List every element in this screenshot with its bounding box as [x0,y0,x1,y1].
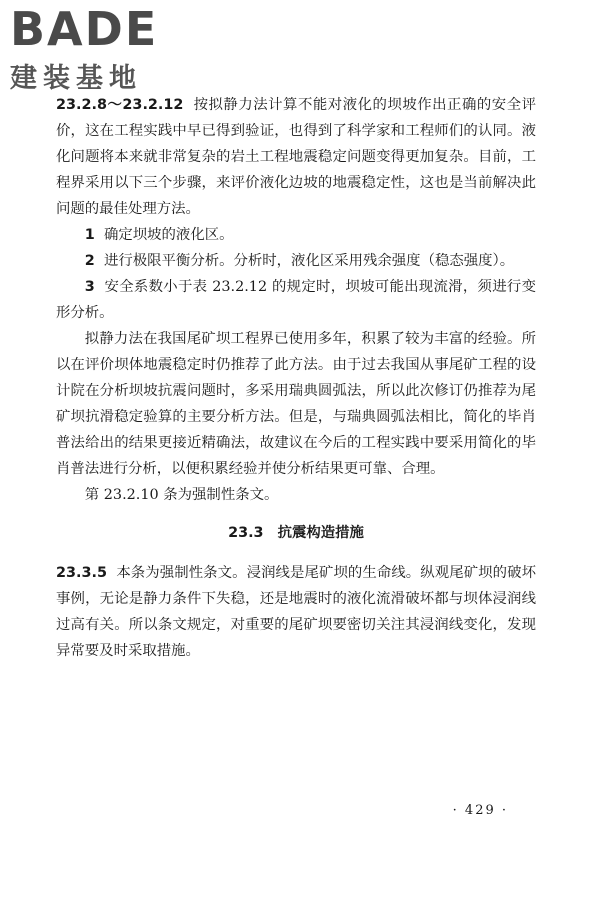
list-item-1 [56,222,536,248]
paragraph-23-2-8 [56,92,536,222]
bade-logo [10,2,180,95]
paragraph-quasi-static: 拟静力法在我国尾矿坝工程界已使用多年，积累了较为丰富的经验。所以在评价坝体地震稳定时仍推荐了此方法。由于过去我国从事尾矿工程的设计院在分析坝坡抗震问题时，多采用瑞典圆弧法，所以此次修订仍推荐为尾矿坝抗滑稳定验算的主要分析方法。但是，与瑞典圆弧法相比，简化的毕肖普法给出的结果更接近精确法，故建议在今后的工程实践中要采用简化的毕肖普法进行分析，以便积累经验并使分析结果更可靠、合理。 [56,331,536,477]
clause-text: 按拟静力法计算不能对液化的坝坡作出正确的安全评价，这在工程实践中早已得到验证，也得到了科学家和工程师们的认同。液化问题将本来就非常复杂的岩土工程地震稳定问题变得更加复杂。目前，工程界采用以下三个步骤，来评价液化边坡的地震稳定性，这也是当前解决此问题的最佳处理方法。 [56,97,536,217]
section-title: 抗震构造措施 [277,525,364,541]
list-item-number: 3 [84,279,95,295]
list-item-number: 1 [84,227,95,243]
paragraph-mandatory-note: 第 23.2.10 条为强制性条文。 [84,487,279,503]
clause-number: 23.2.8～23.2.12 [56,97,184,113]
list-item-text: 确定坝坡的液化区。 [103,227,234,243]
list-item-2 [56,248,536,274]
logo-latin-text: BADE [10,2,159,56]
page-number: · 429 · [452,803,508,818]
list-item-number: 2 [84,253,95,269]
list-item-3 [56,274,536,326]
section-number: 23.3 [228,525,264,541]
clause-text: 本条为强制性条文。浸润线是尾矿坝的生命线。纵观尾矿坝的破坏事例，无论是静力条件下失稳，还是地震时的液化流滑破坏都与坝体浸润线过高有关。所以条文规定，对重要的尾矿坝要密切关注其浸润线变化，发现异常要及时采取措施。 [56,565,536,659]
clause-number: 23.3.5 [56,565,107,581]
logo-chinese-text: 建装基地 [10,63,142,94]
section-heading [56,520,536,546]
list-item-text: 进行极限平衡分析。分析时，液化区采用残余强度（稳态强度）。 [103,253,515,269]
document-body [56,92,536,664]
paragraph-23-3-5 [56,560,536,664]
list-item-text: 安全系数小于表 23.2.12 的规定时，坝坡可能出现流滑，须进行变形分析。 [56,279,536,321]
